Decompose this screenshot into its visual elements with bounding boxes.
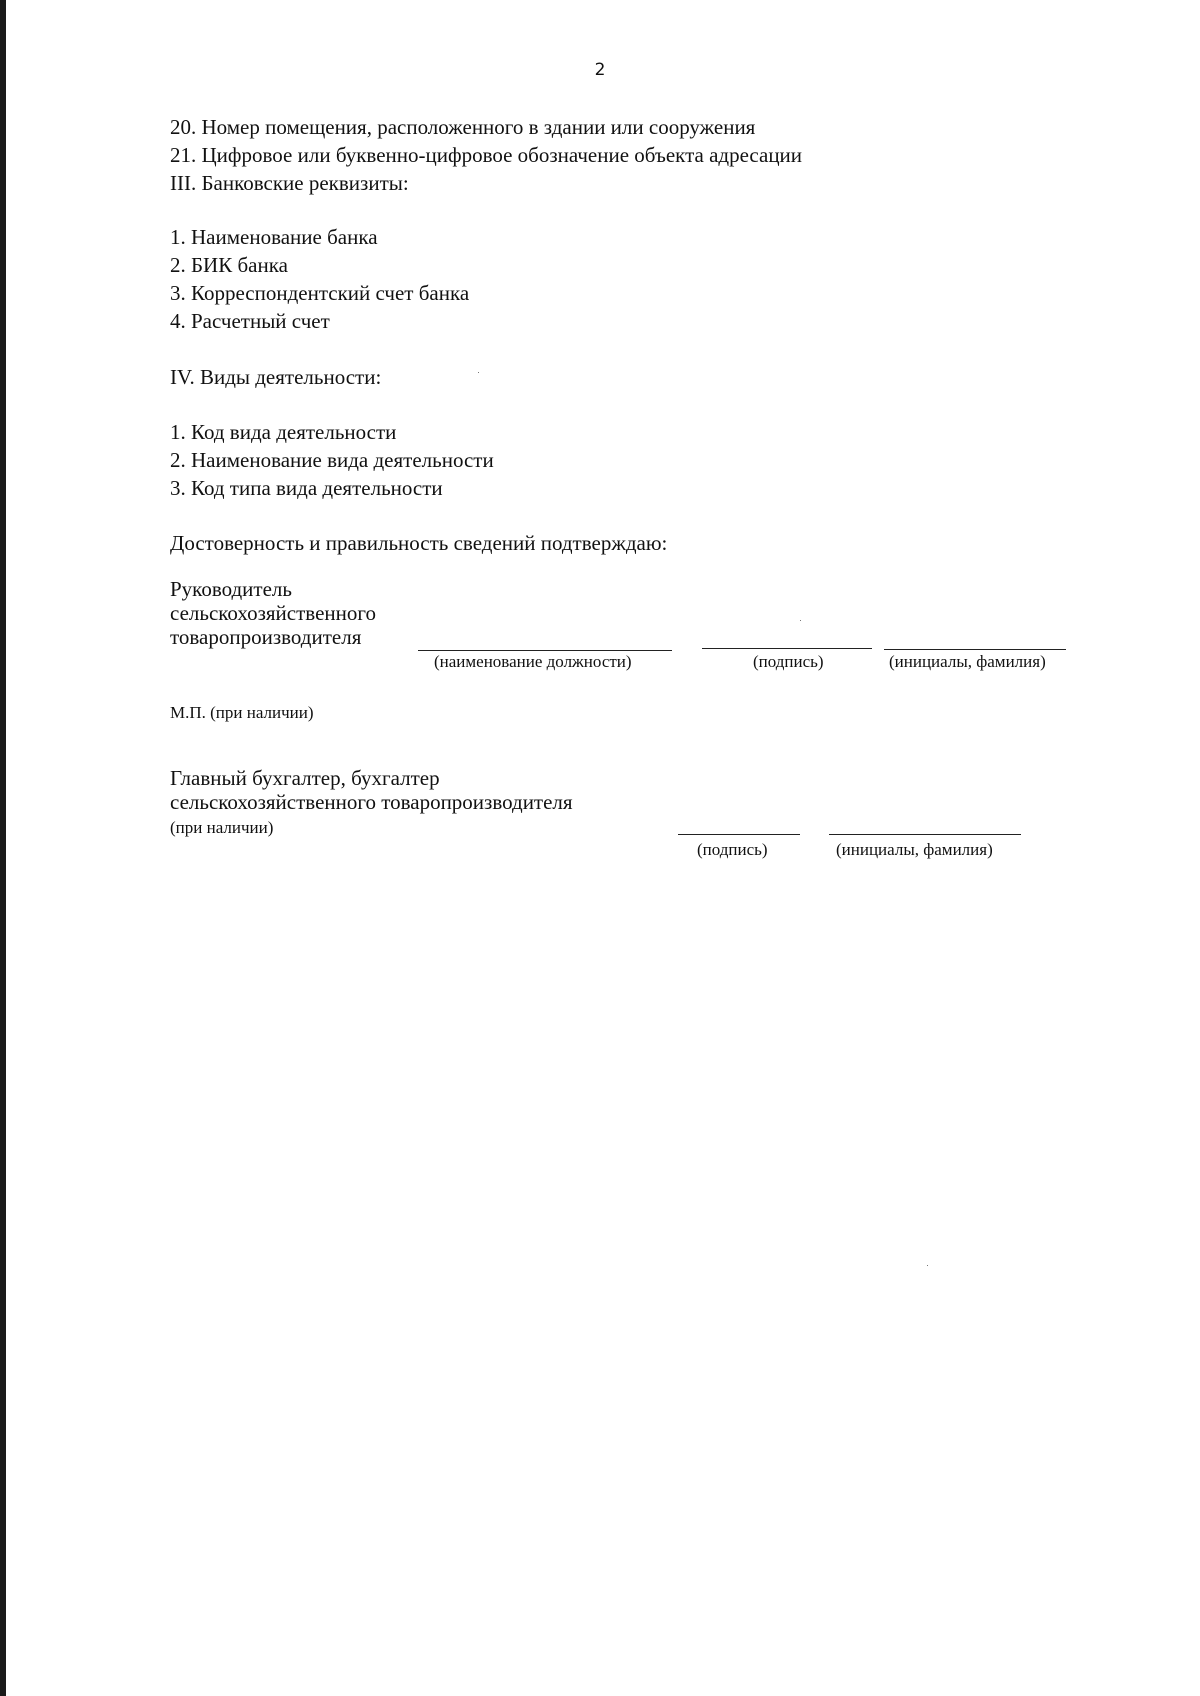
caption-position: (наименование должности) xyxy=(434,652,632,671)
accountant-title-line: сельскохозяйственного товаропроизводителя xyxy=(170,790,573,814)
accountant-signature-line xyxy=(678,834,800,835)
head-title-line: Руководитель xyxy=(170,577,292,601)
head-signature-line xyxy=(702,648,872,649)
activity-section-heading: IV. Виды деятельности: xyxy=(170,365,382,389)
position-signature-line xyxy=(418,650,672,651)
scan-speck xyxy=(800,620,801,621)
address-item-20: 20. Номер помещения, расположенного в здании или сооружения xyxy=(170,115,756,139)
scan-edge xyxy=(0,0,6,1696)
bank-section-heading: III. Банковские реквизиты: xyxy=(170,171,409,195)
scan-speck xyxy=(478,372,479,373)
accountant-title-line: Главный бухгалтер, бухгалтер xyxy=(170,766,440,790)
activity-item: 1. Код вида деятельности xyxy=(170,420,397,444)
activity-item: 3. Код типа вида деятельности xyxy=(170,476,443,500)
caption-name: (инициалы, фамилия) xyxy=(836,840,993,859)
scan-speck xyxy=(927,1265,928,1266)
bank-item: 3. Корреспондентский счет банка xyxy=(170,281,470,305)
activity-item: 2. Наименование вида деятельности xyxy=(170,448,494,472)
head-title-line: сельскохозяйственного xyxy=(170,601,376,625)
accountant-note: (при наличии) xyxy=(170,818,274,837)
head-name-line xyxy=(884,649,1066,650)
accountant-name-line xyxy=(829,834,1021,835)
caption-signature: (подпись) xyxy=(753,652,824,671)
address-item-21: 21. Цифровое или буквенно-цифровое обозначение объекта адресации xyxy=(170,143,803,167)
caption-name: (инициалы, фамилия) xyxy=(889,652,1046,671)
bank-item: 1. Наименование банка xyxy=(170,225,378,249)
bank-item: 4. Расчетный счет xyxy=(170,309,330,333)
bank-item: 2. БИК банка xyxy=(170,253,288,277)
page-number: 2 xyxy=(594,60,606,80)
stamp-note: М.П. (при наличии) xyxy=(170,703,314,722)
head-title-line: товаропроизводителя xyxy=(170,625,362,649)
confirmation-statement: Достоверность и правильность сведений подтверждаю: xyxy=(170,531,668,555)
caption-signature: (подпись) xyxy=(697,840,768,859)
